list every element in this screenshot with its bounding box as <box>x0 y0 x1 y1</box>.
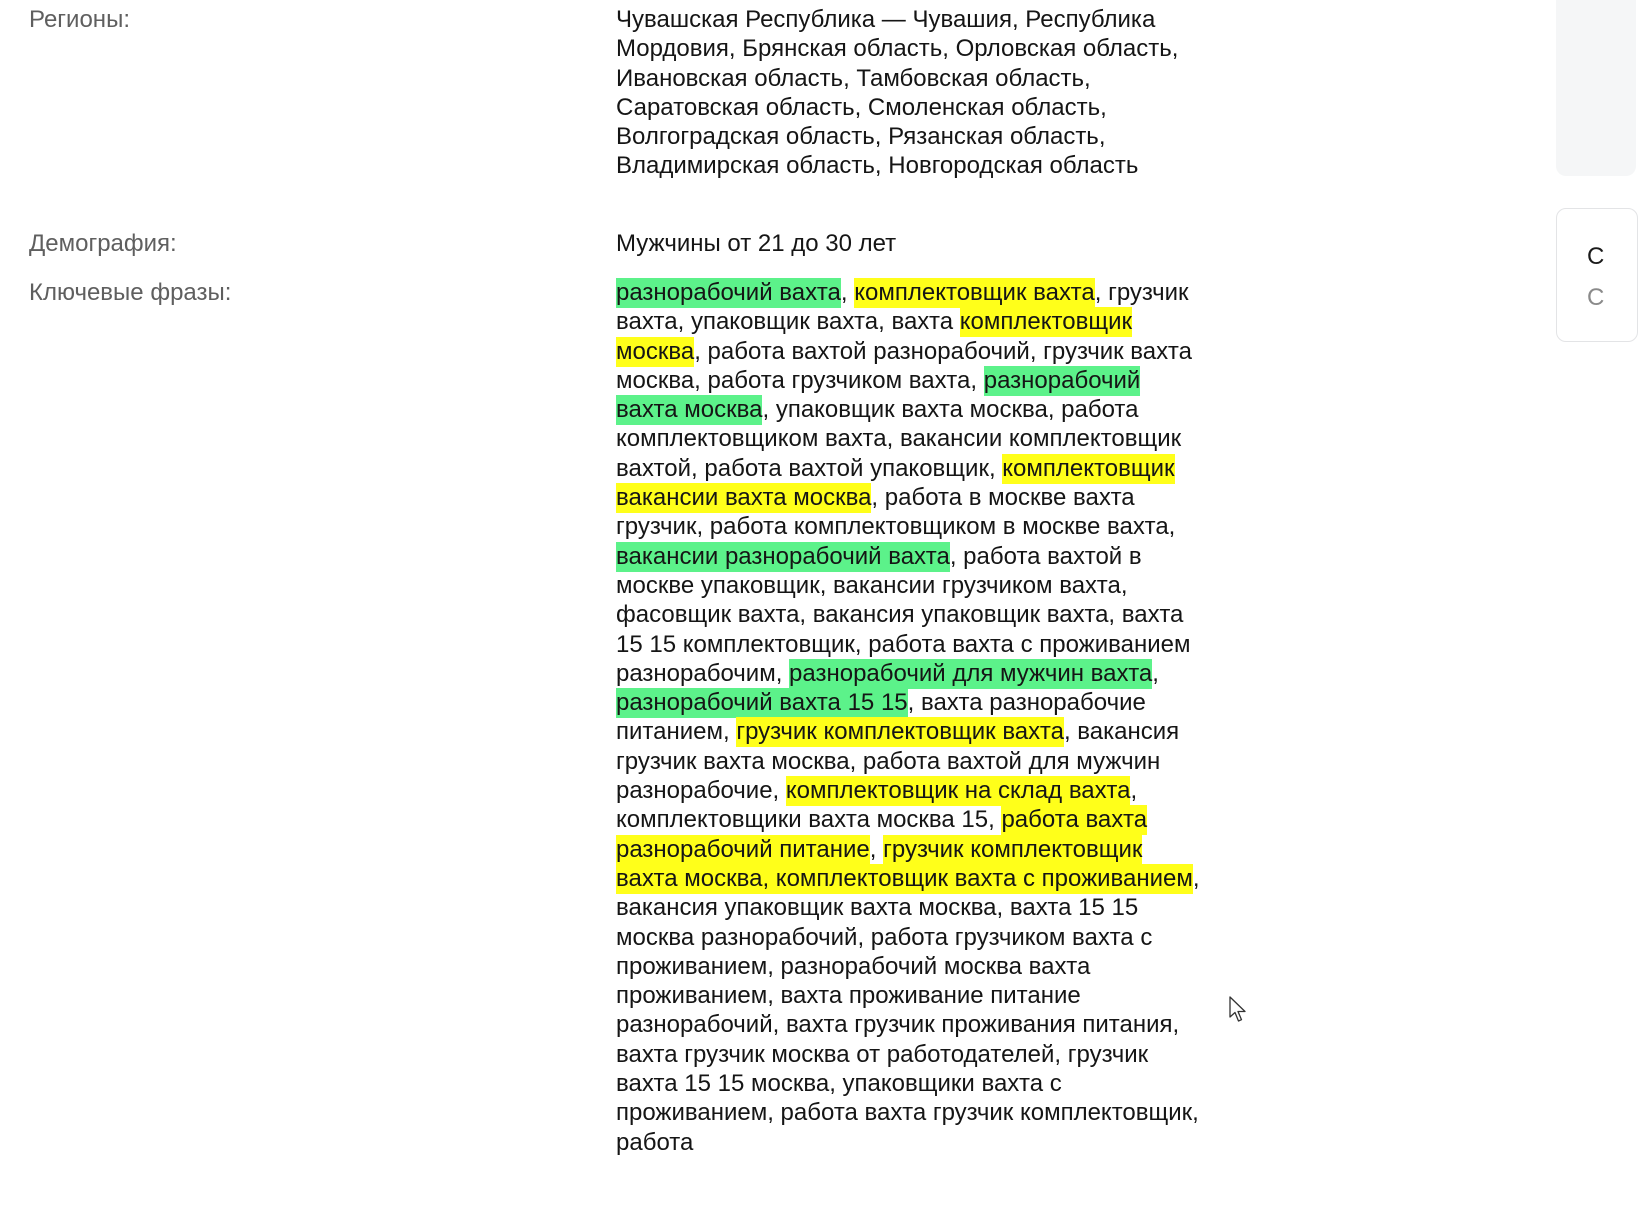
demography-value: Мужчины от 21 до 30 лет <box>616 230 897 257</box>
highlighted-phrase-yellow: комплектовщик вахта <box>854 279 1095 306</box>
regions-label: Регионы: <box>29 6 130 33</box>
highlighted-phrase-green: разнорабочий вахта <box>616 279 841 306</box>
phrase-text: , вакансия грузчик вахта москва, работа вахтой для мужчин разнорабочие, <box>616 718 1180 805</box>
phrase-text: , вакансия упаковщик вахта москва, вахта 15 15 москва разнорабочий, работа грузчиком вахта с проживанием, разнорабочий москва вахта проживанием, вахта проживание питание разнорабочий, вахта грузчик проживания питания, вахта грузчик москва от работодателей, грузчик вахта 15 15 москва, упаковщики вахта с проживанием, работа вахта грузчик комплектовщик, работа <box>616 864 1200 1156</box>
phrase-text: , <box>1152 659 1159 687</box>
highlighted-phrase-yellow: грузчик комплектовщик вахта <box>736 718 1064 746</box>
highlighted-phrase-green: разнорабочий вахта 15 15 <box>616 689 908 717</box>
highlighted-phrase-yellow: комплектовщик на склад вахта <box>785 777 1131 805</box>
highlighted-phrase-yellow: грузчик комплектовщик вахта москва, комплектовщик вахта с проживанием <box>616 835 1193 892</box>
phrase-text: , работа в москве вахта грузчик, работа комплектовщиком в москве вахта, <box>616 484 1176 541</box>
phrase-text: , работа вахтой разнорабочий, грузчик вахта москва, работа грузчиком вахта, <box>616 337 1192 394</box>
side-card-title: С <box>1587 243 1605 270</box>
phrase-text: , комплектовщики вахта москва 15, <box>616 777 1138 834</box>
phrase-text: , <box>840 279 855 306</box>
highlighted-phrase-green: вакансии разнорабочий вахта <box>616 542 950 570</box>
key-phrases-value <box>616 278 1204 1157</box>
arrow-cursor-icon <box>1228 995 1250 1025</box>
side-panel-card-top <box>1556 0 1636 176</box>
highlighted-phrase-green: разнорабочий вахта москва <box>616 366 1141 424</box>
phrase-text: , грузчик вахта, упаковщик вахта, вахта <box>616 279 1189 336</box>
phrase-text: , упаковщик вахта москва, работа комплектовщиком вахта, вакансии комплектовщик вахтой, работа вахтой упаковщик, <box>616 396 1182 482</box>
phrase-text: , работа вахтой в москве упаковщик, вакансии грузчиком вахта, фасовщик вахта, вакансия упаковщик вахта, вахта 15 15 комплектовщик, работа вахта с проживанием разнорабочим, <box>616 542 1191 687</box>
demography-label: Демография: <box>29 230 177 257</box>
side-card-subtitle: С <box>1587 284 1605 311</box>
highlighted-phrase-yellow: комплектовщик москва <box>616 308 1132 365</box>
side-panel-card[interactable] <box>1556 208 1638 342</box>
highlighted-phrase-yellow: комплектовщик вакансии вахта москва <box>616 454 1175 512</box>
phrase-text: , <box>869 835 884 863</box>
regions-value: Чувашская Республика — Чувашия, Республика Мордовия, Брянская область, Орловская область, Ивановская область, Тамбовская область, Саратовская область, Смоленская область, Волгоградская область, Рязанская область, Владимирская область, Новгородская область <box>616 6 1179 180</box>
highlighted-phrase-yellow: работа вахта разнорабочий питание <box>616 806 1148 863</box>
highlighted-phrase-green: разнорабочий для мужчин вахта <box>789 659 1153 687</box>
phrase-text: , вахта разнорабочие питанием, <box>616 689 1146 746</box>
key-phrases-label: Ключевые фразы: <box>29 279 232 306</box>
